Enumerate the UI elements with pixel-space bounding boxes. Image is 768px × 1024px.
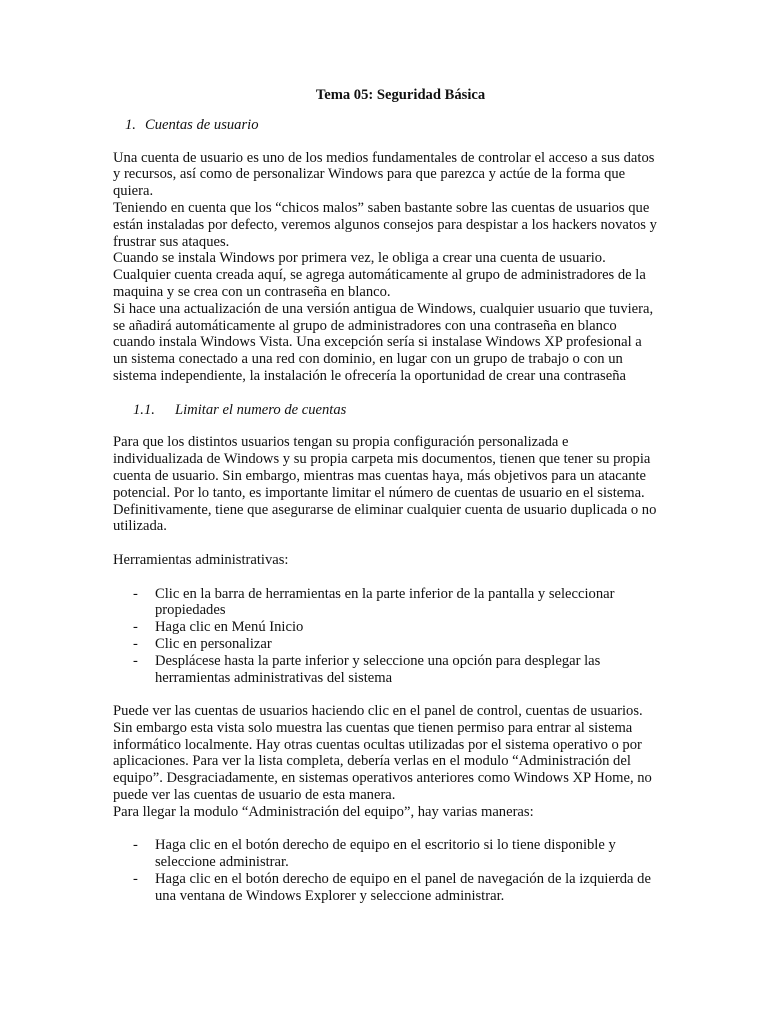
spacer xyxy=(113,385,658,402)
list-item: - Haga clic en Menú Inicio xyxy=(133,619,304,636)
dash-bullet: - xyxy=(133,652,138,669)
spacer xyxy=(113,686,658,703)
paragraph: Una cuenta de usuario es uno de los medios fundamentales de controlar el acceso a sus datos y recursos, así como de personalizar Windows para que parezca y actúe de la forma que quiera. xyxy=(113,149,655,200)
tools-steps-list xyxy=(113,586,658,687)
paragraph: Teniendo en cuenta que los “chicos malos” saben bastante sobre las cuentas de usuarios que están instaladas por defecto, veremos algunos consejos para despistar a los hackers novatos y frustrar sus ataques. xyxy=(113,199,657,250)
dash-bullet: - xyxy=(133,619,138,636)
list-item: - Haga clic en el botón derecho de equipo en el panel de navegación de la izquierda de una ventana de Windows Explorer y seleccione administrar. xyxy=(133,871,651,904)
list-item: - Clic en la barra de herramientas en la parte inferior de la pantalla y seleccionar propiedades xyxy=(133,585,615,619)
paragraph: Para que los distintos usuarios tengan su propia configuración personalizada e individualizada de Windows y su propia carpeta mis documentos, tienen que tener su propia cuenta de usuario. Sin embargo, mientras mas cuentas haya, más objetivos para un atacante potencial. Por lo tanto, es importante limitar el número de cuentas de usuario en el sistema. Definitivamente, tiene que asegurarse de eliminar cualquier cuenta de usuario duplicada o no utilizada. xyxy=(113,434,657,535)
document-page xyxy=(113,87,658,905)
section-heading-cuentas xyxy=(125,117,658,134)
dash-bullet: - xyxy=(133,585,138,602)
paragraph: Cuando se instala Windows por primera vez, le obliga a crear una cuenta de usuario. Cualquier cuenta creada aquí, se agrega automáticamente al grupo de administradores de la maquina y se crea con un contraseña en blanco. xyxy=(113,250,646,300)
subsection-number: 1.1. xyxy=(133,401,155,418)
paragraph: Si hace una actualización de una versión antigua de Windows, cualquier usuario que tuviera, se añadirá automáticamente al grupo de administradores con una contraseña en blanco cuando instala Windows Vista. Una excepción sería si instalase Windows XP profesional a un sistema conectado a una red con dominio, en lugar con un grupo de trabajo o con un sistema independiente, la instalación le ofrecería la oportunidad de crear una contraseña xyxy=(113,300,654,384)
section-heading-text: Cuentas de usuario xyxy=(145,116,259,133)
paragraph: Puede ver las cuentas de usuarios haciendo clic en el panel de control, cuentas de usuarios. Sin embargo esta vista solo muestra las cuentas que tienen permiso para entrar al sistema informático localmente. Hay otras cuentas ocultas utilizadas por el sistema operativo o por aplicaciones. Para ver la lista completa, debería verlas en el modulo “Administración del equipo”. Desgraciadamente, en sistemas operativos anteriores como Windows XP Home, no puede ver las cuentas de usuario de esta manera. xyxy=(113,703,652,804)
list-item: - Haga clic en el botón derecho de equipo en el escritorio si lo tiene disponible y seleccione administrar. xyxy=(133,837,616,871)
dash-bullet: - xyxy=(133,871,138,888)
paragraph: Para llegar la modulo “Administración del equipo”, hay varias maneras: xyxy=(113,803,534,820)
ways-list xyxy=(113,837,658,904)
list-item: - Clic en personalizar xyxy=(133,635,272,652)
section-number: 1. xyxy=(125,116,136,133)
subsection-heading-limitar xyxy=(133,402,658,419)
spacer xyxy=(113,535,658,552)
subsection-heading-text: Limitar el numero de cuentas xyxy=(175,401,347,418)
dash-bullet: - xyxy=(133,837,138,854)
spacer xyxy=(113,821,658,838)
list-item: - Desplácese hasta la parte inferior y seleccione una opción para desplegar las herramientas administrativas del sistema xyxy=(133,652,601,686)
dash-bullet: - xyxy=(133,635,138,652)
tools-label: Herramientas administrativas: xyxy=(113,551,289,568)
spacer xyxy=(113,569,658,586)
document-title: Tema 05: Seguridad Básica xyxy=(315,87,486,103)
